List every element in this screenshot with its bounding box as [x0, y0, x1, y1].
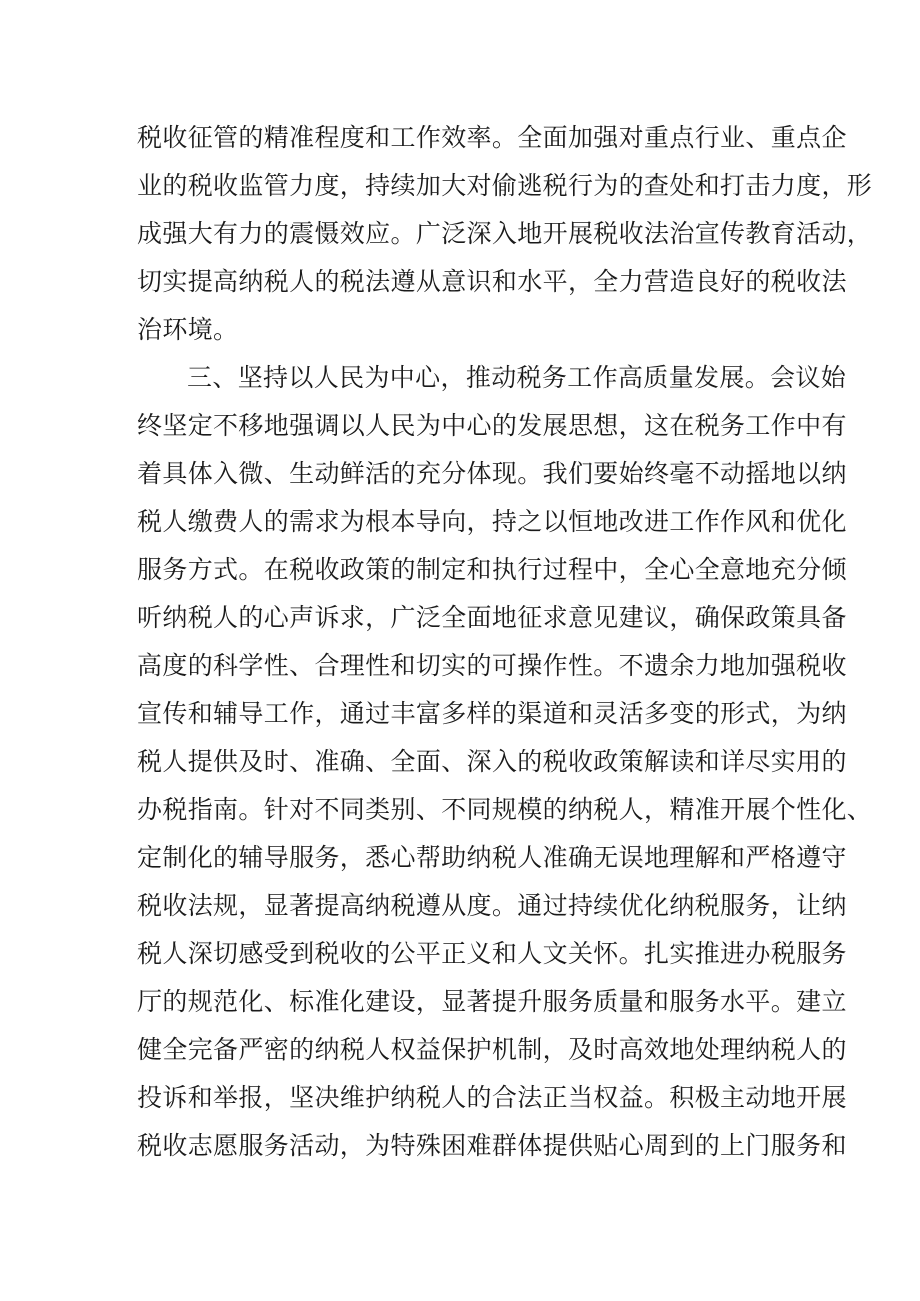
text-line: 健全完备严密的纳税人权益保护机制，及时高效地处理纳税人的 — [137, 1035, 847, 1064]
text-line: 听纳税人的心声诉求，广泛全面地征求意见建议，确保政策具备 — [137, 603, 847, 632]
section-heading-line: 三、坚持以人民为中心，推动税务工作高质量发展。会议始 — [187, 363, 847, 392]
text-line: 业的税收监管力度，持续加大对偷逃税行为的查处和打击力度，形 — [137, 171, 873, 200]
text-line: 治环境。 — [137, 315, 239, 344]
text-line: 税收法规，显著提高纳税遵从度。通过持续优化纳税服务，让纳 — [137, 891, 847, 920]
text-line: 办税指南。针对不同类别、不同规模的纳税人，精准开展个性化、 — [137, 795, 873, 824]
text-line: 定制化的辅导服务，悉心帮助纳税人准确无误地理解和严格遵守 — [137, 843, 847, 872]
text-line: 宣传和辅导工作，通过丰富多样的渠道和灵活多变的形式，为纳 — [137, 699, 847, 728]
text-line: 成强大有力的震慑效应。广泛深入地开展税收法治宣传教育活动， — [137, 219, 873, 248]
text-line: 税人提供及时、准确、全面、深入的税收政策解读和详尽实用的 — [137, 747, 847, 776]
text-line: 厅的规范化、标准化建设，显著提升服务质量和服务水平。建立 — [137, 987, 847, 1016]
text-line: 着具体入微、生动鲜活的充分体现。我们要始终毫不动摇地以纳 — [137, 459, 847, 488]
text-line: 税收征管的精准程度和工作效率。全面加强对重点行业、重点企 — [137, 123, 847, 152]
text-line: 服务方式。在税收政策的制定和执行过程中，全心全意地充分倾 — [137, 555, 847, 584]
text-line: 终坚定不移地强调以人民为中心的发展思想，这在税务工作中有 — [137, 411, 847, 440]
text-line: 税人深切感受到税收的公平正义和人文关怀。扎实推进办税服务 — [137, 939, 847, 968]
text-line: 投诉和举报，坚决维护纳税人的合法正当权益。积极主动地开展 — [137, 1083, 847, 1112]
text-line: 税人缴费人的需求为根本导向，持之以恒地改进工作作风和优化 — [137, 507, 847, 536]
text-line: 高度的科学性、合理性和切实的可操作性。不遗余力地加强税收 — [137, 651, 847, 680]
text-line: 切实提高纳税人的税法遵从意识和水平，全力营造良好的税收法 — [137, 267, 847, 296]
text-line: 税收志愿服务活动，为特殊困难群体提供贴心周到的上门服务和 — [137, 1131, 847, 1160]
